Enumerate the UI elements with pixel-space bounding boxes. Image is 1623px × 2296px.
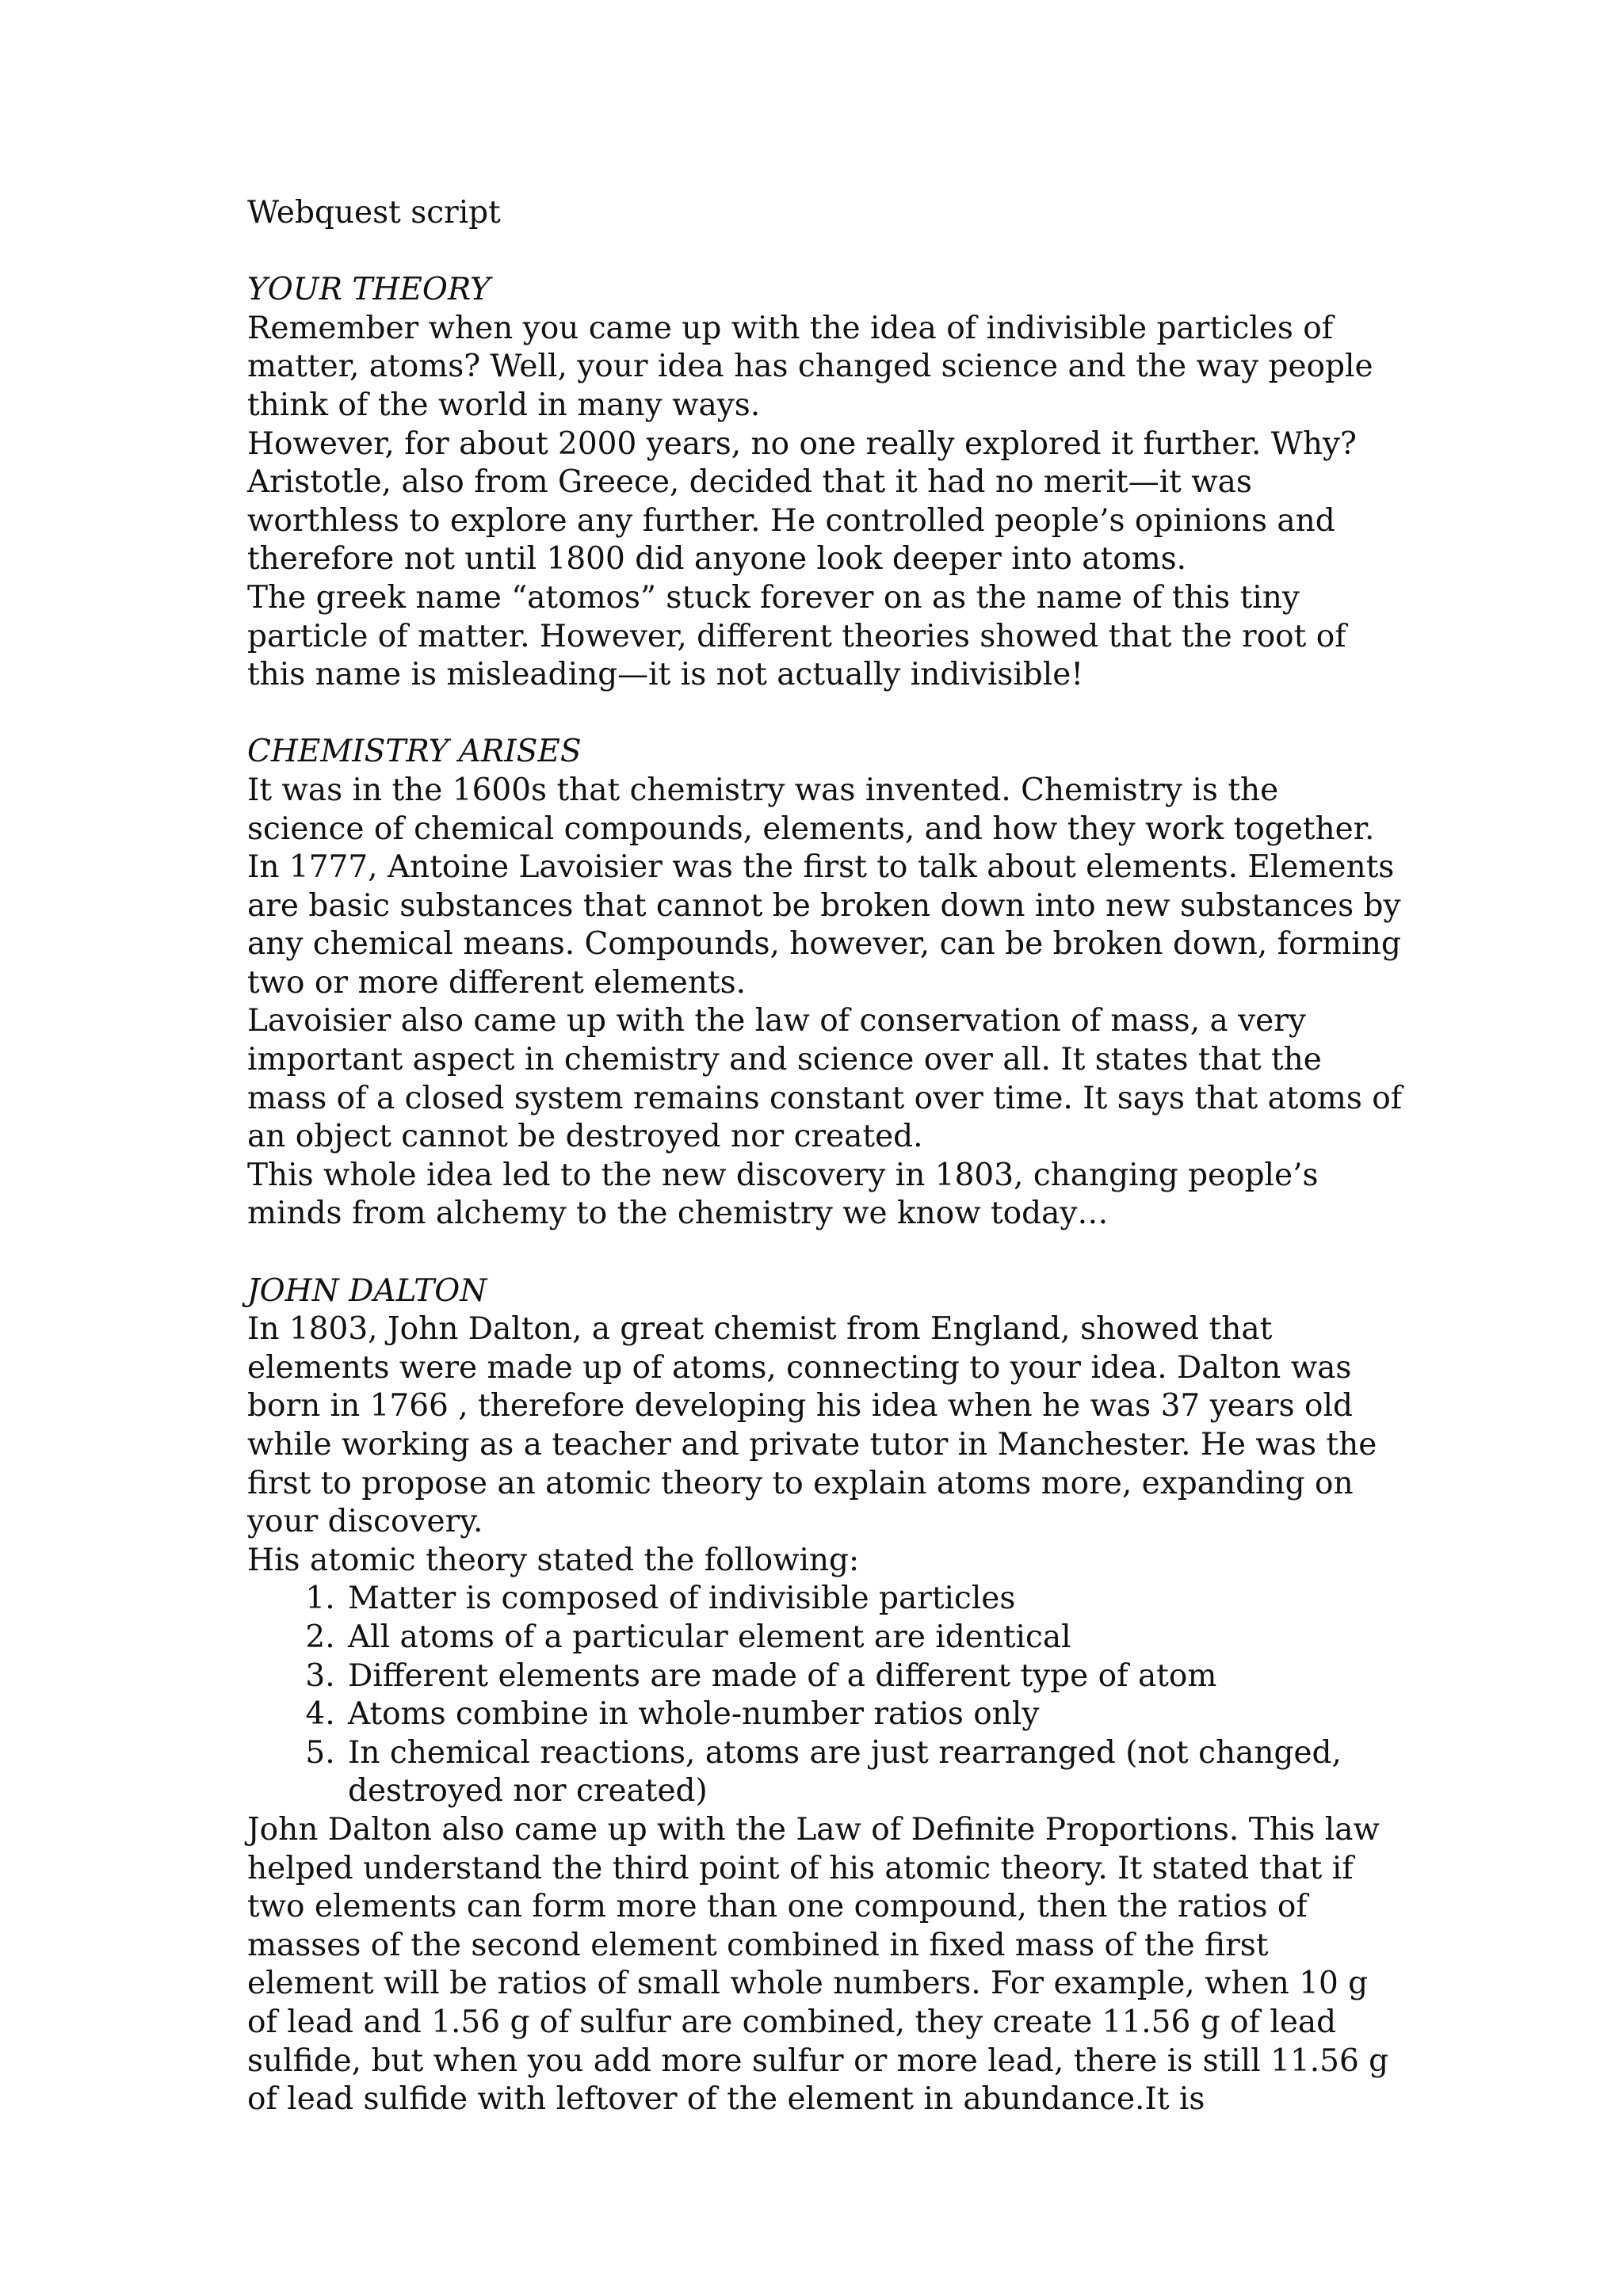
section-heading-chemistry-arises: CHEMISTRY ARISES — [247, 734, 582, 770]
spacer — [247, 1234, 1404, 1272]
paragraph: Lavoisier also came up with the law of conservation of mass, a very important aspect in chemistry and science over all. It states that the mass of a closed system remains constant over time. It says that atoms of an object cannot be destroyed nor created. — [247, 1003, 1403, 1155]
list-item: 2. All atoms of a particular element are identical — [345, 1619, 1404, 1657]
list-item: 3. Different elements are made of a different type of atom — [345, 1657, 1404, 1696]
paragraph: This whole idea led to the new discovery in 1803, changing people’s minds from alchemy to the chemistry we know today… — [247, 1157, 1319, 1232]
document-title: Webquest script — [247, 195, 501, 231]
paragraph: In 1803, John Dalton, a great chemist from England, showed that elements were made up of atoms, connecting to your idea. Dalton was born in 1766 , therefore developing his idea when he was 37 years old while working as a teacher and private tutor in Manchester. He was the first to propose an atomic theory to explain atoms more, expanding on your discovery. — [247, 1311, 1377, 1540]
paragraph: Remember when you came up with the idea of indivisible particles of matter, atoms? Well, your idea has changed science and the way people think of the world in many ways. — [247, 310, 1373, 423]
atomic-theory-list — [247, 1580, 1404, 1811]
paragraph: John Dalton also came up with the Law of Definite Proportions. This law helped understand the third point of his atomic theory. It stated that if two elements can form more than one compound, then the ratios of masses of the second element combined in fixed mass of the first element will be ratios of small whole numbers. For example, when 10 g of lead and 1.56 g of sulfur are combined, they create 11.56 g of lead sulfide, but when you add more sulfur or more lead, there is still 11.56 g of lead sulfide with leftover of the element in abundance.It is — [247, 1811, 1389, 2118]
paragraph: His atomic theory stated the following: — [247, 1542, 860, 1578]
spacer — [247, 233, 1404, 272]
list-item: 4. Atoms combine in whole-number ratios only — [345, 1695, 1404, 1734]
spacer — [247, 695, 1404, 734]
document-body — [247, 194, 1404, 2119]
section-heading-your-theory: YOUR THEORY — [247, 272, 491, 308]
list-item: 1. Matter is composed of indivisible particles — [345, 1580, 1404, 1619]
list-item: 5. In chemical reactions, atoms are just rearranged (not changed, destroyed nor created) — [345, 1734, 1404, 1811]
paragraph: The greek name “atomos” stuck forever on as the name of this tiny particle of matter. However, different theories showed that the root of this name is misleading—it is not actually indivisible! — [247, 579, 1346, 693]
section-chemistry-arises — [247, 733, 1404, 1234]
section-your-theory — [247, 271, 1404, 695]
section-heading-john-dalton: JOHN DALTON — [247, 1272, 487, 1309]
paragraph: However, for about 2000 years, no one really explored it further. Why? Aristotle, also from Greece, decided that it had no merit—it was worthless to explore any further. He controlled people’s opinions and therefore not until 1800 did anyone look deeper into atoms. — [247, 425, 1357, 578]
paragraph: It was in the 1600s that chemistry was invented. Chemistry is the science of chemical compounds, elements, and how they work together. In 1777, Antoine Lavoisier was the first to talk about elements. Elements are basic substances that cannot be broken down into new substances by any chemical means. Compounds, however, can be broken down, forming two or more different elements. — [247, 772, 1401, 1001]
section-john-dalton — [247, 1272, 1404, 2119]
